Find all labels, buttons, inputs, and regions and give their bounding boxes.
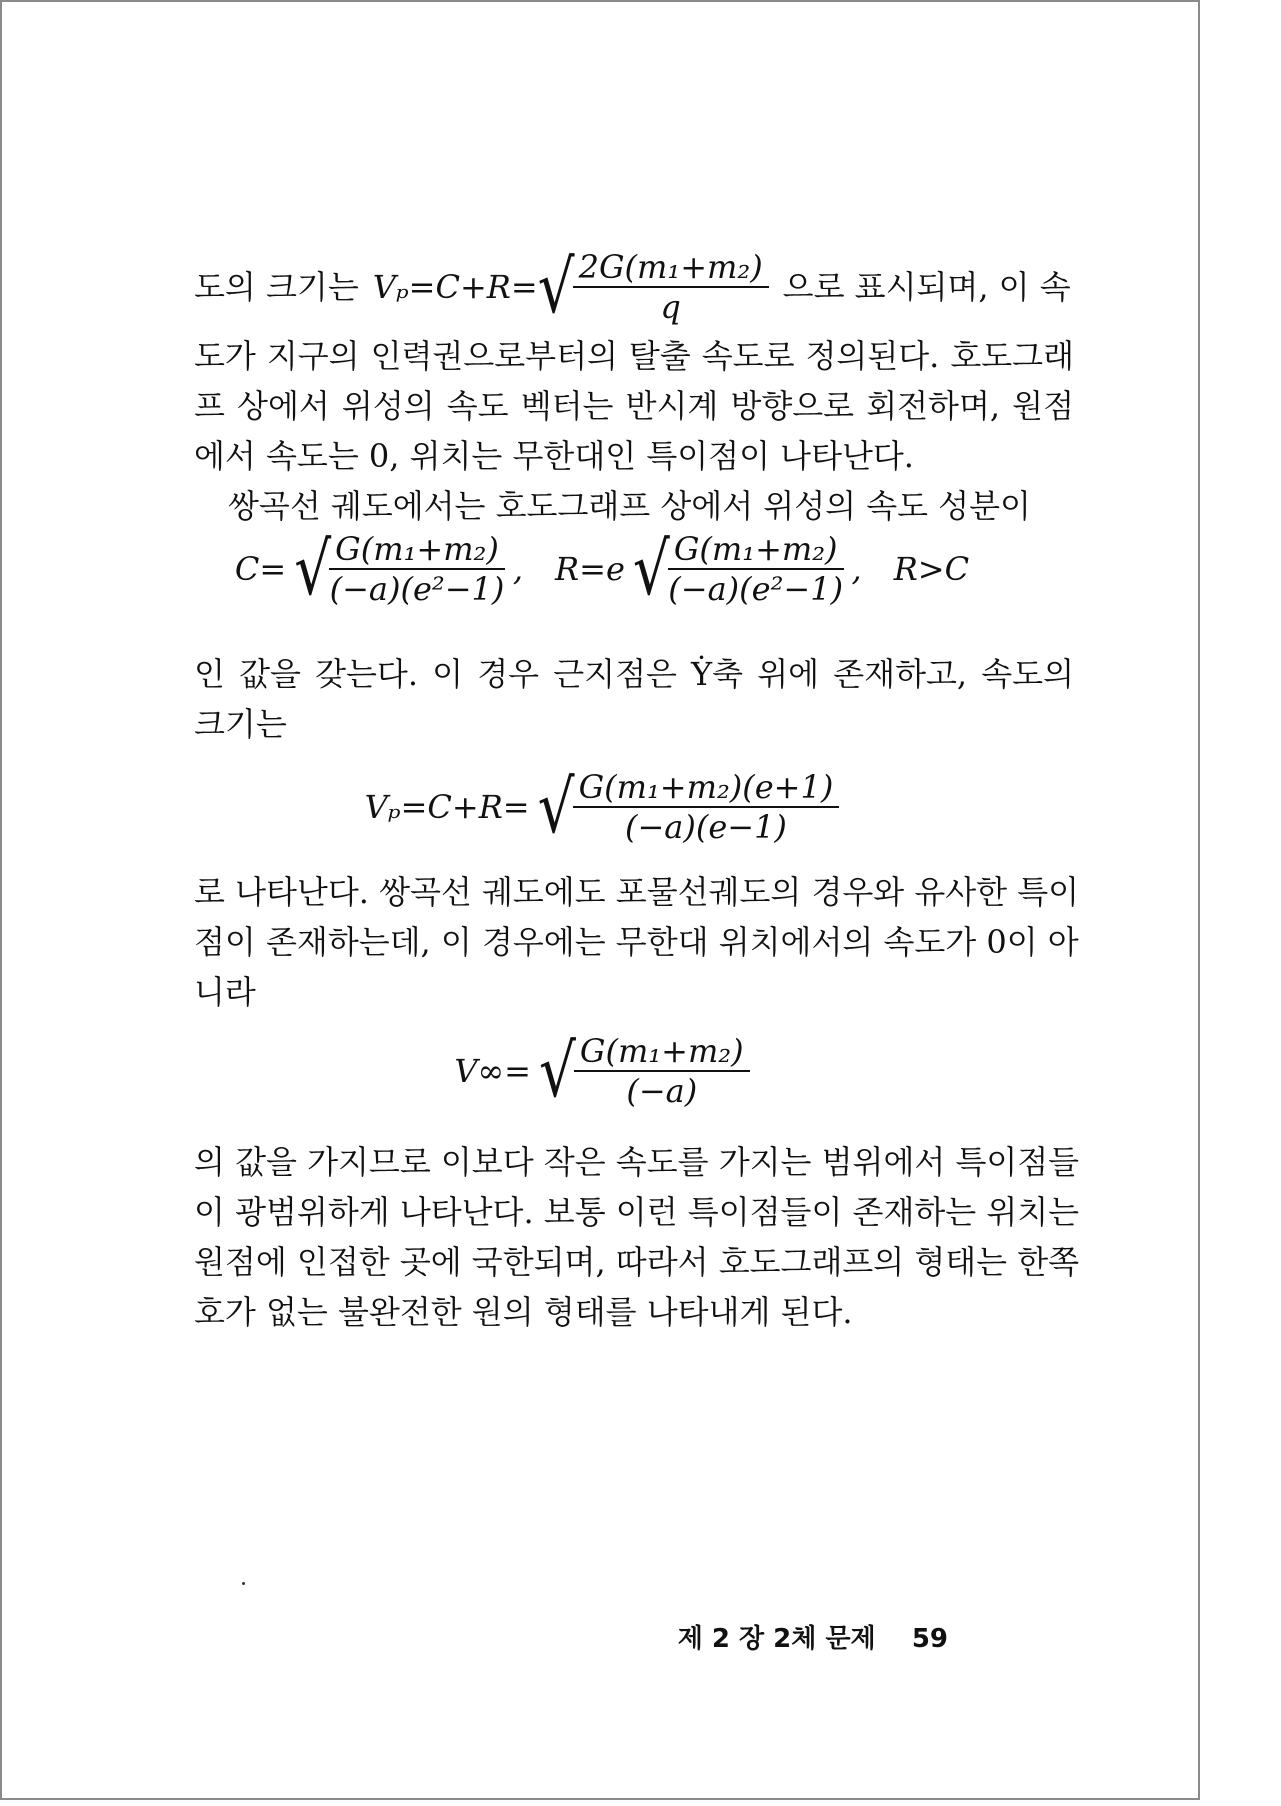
eq3-lhs: V∞= [454, 1052, 531, 1090]
inline-equation-vp [372, 244, 769, 330]
equation-vp-hyperbola [2, 764, 1202, 850]
sqrt [538, 1028, 750, 1114]
fraction [573, 250, 769, 324]
eq2-lhs: Vₚ=C+R= [364, 788, 530, 826]
text-line-7: 크기는 [194, 705, 287, 743]
fraction [329, 532, 505, 606]
radical-sign: √ [632, 526, 670, 612]
fraction-denominator: q [660, 288, 681, 326]
text-line-1 [194, 244, 1074, 330]
equation-v-infinity [2, 1028, 1202, 1114]
fraction-numerator: G(m₁+m₂) [668, 532, 844, 570]
text-line-3: 프 상에서 위성의 속도 벡터는 반시계 방향으로 회전하며, 원점 [194, 387, 1074, 425]
text-line-5: 쌍곡선 궤도에서는 호도그래프 상에서 위성의 속도 성분이 [228, 487, 1031, 525]
fraction-numerator: G(m₁+m₂)(e+1) [573, 770, 840, 808]
fraction [574, 1034, 750, 1108]
eq1-separator: , [851, 550, 862, 588]
text-line-13: 원점에 인접한 곳에 국한되며, 따라서 호도그래프의 형태는 한쪽 [194, 1243, 1080, 1281]
fraction-denominator: (−a)(e−1) [624, 808, 787, 846]
text-line-6: 인 값을 갖는다. 이 경우 근지점은 Ẏ축 위에 존재하고, 속도의 [194, 655, 1074, 693]
fraction-denominator: (−a)(e²−1) [668, 570, 844, 608]
radical-sign: √ [294, 526, 332, 612]
fraction-denominator: (−a) [626, 1072, 698, 1110]
text-line-9: 점이 존재하는데, 이 경우에는 무한대 위치에서의 속도가 0이 아 [194, 923, 1079, 961]
chapter-title: 제 2 장 2체 문제 [677, 1624, 876, 1654]
sqrt [537, 764, 840, 850]
text-l1-suffix: 으로 표시되며, 이 속 [782, 268, 1071, 306]
text-line-12: 이 광범위하게 나타난다. 보통 이런 특이점들이 존재하는 위치는 [194, 1193, 1080, 1231]
sqrt [294, 526, 505, 612]
fraction [668, 532, 844, 606]
fraction-numerator: G(m₁+m₂) [329, 532, 505, 570]
text-line-2: 도가 지구의 인력권으로부터의 탈출 속도로 정의된다. 호도그래 [194, 337, 1074, 375]
sqrt [537, 244, 769, 330]
fraction-numerator: G(m₁+m₂) [574, 1034, 750, 1072]
text-line-10: 니라 [194, 973, 256, 1011]
equation-c-r [2, 526, 1202, 612]
fraction [573, 770, 840, 844]
fraction-numerator: 2G(m₁+m₂) [573, 250, 769, 288]
text-line-11: 의 값을 가지므로 이보다 작은 속도를 가지는 범위에서 특이점들 [194, 1143, 1080, 1181]
radical-sign: √ [537, 764, 575, 850]
eq1-c: C= [234, 550, 287, 588]
eq1-condition: R>C [893, 550, 970, 588]
text-line-8: 로 나타난다. 쌍곡선 궤도에도 포물선궤도의 경우와 유사한 특이 [194, 873, 1080, 911]
sqrt [632, 526, 844, 612]
inline-eq-lhs: Vₚ=C+R= [372, 268, 538, 306]
text-line-4: 에서 속도는 0, 위치는 무한대인 특이점이 나타난다. [194, 437, 914, 475]
radical-sign: √ [537, 244, 575, 330]
eq1-r: R=e [555, 550, 625, 588]
speck [242, 1582, 245, 1585]
radical-sign: √ [538, 1028, 576, 1114]
text-l1-prefix: 도의 크기는 [194, 268, 359, 306]
page-number: 59 [911, 1624, 948, 1654]
eq1-separator: , [512, 550, 524, 588]
page-footer [678, 1618, 948, 1655]
fraction-denominator: (−a)(e²−1) [329, 570, 505, 608]
text-line-14: 호가 없는 불완전한 원의 형태를 나타내게 된다. [194, 1293, 853, 1331]
